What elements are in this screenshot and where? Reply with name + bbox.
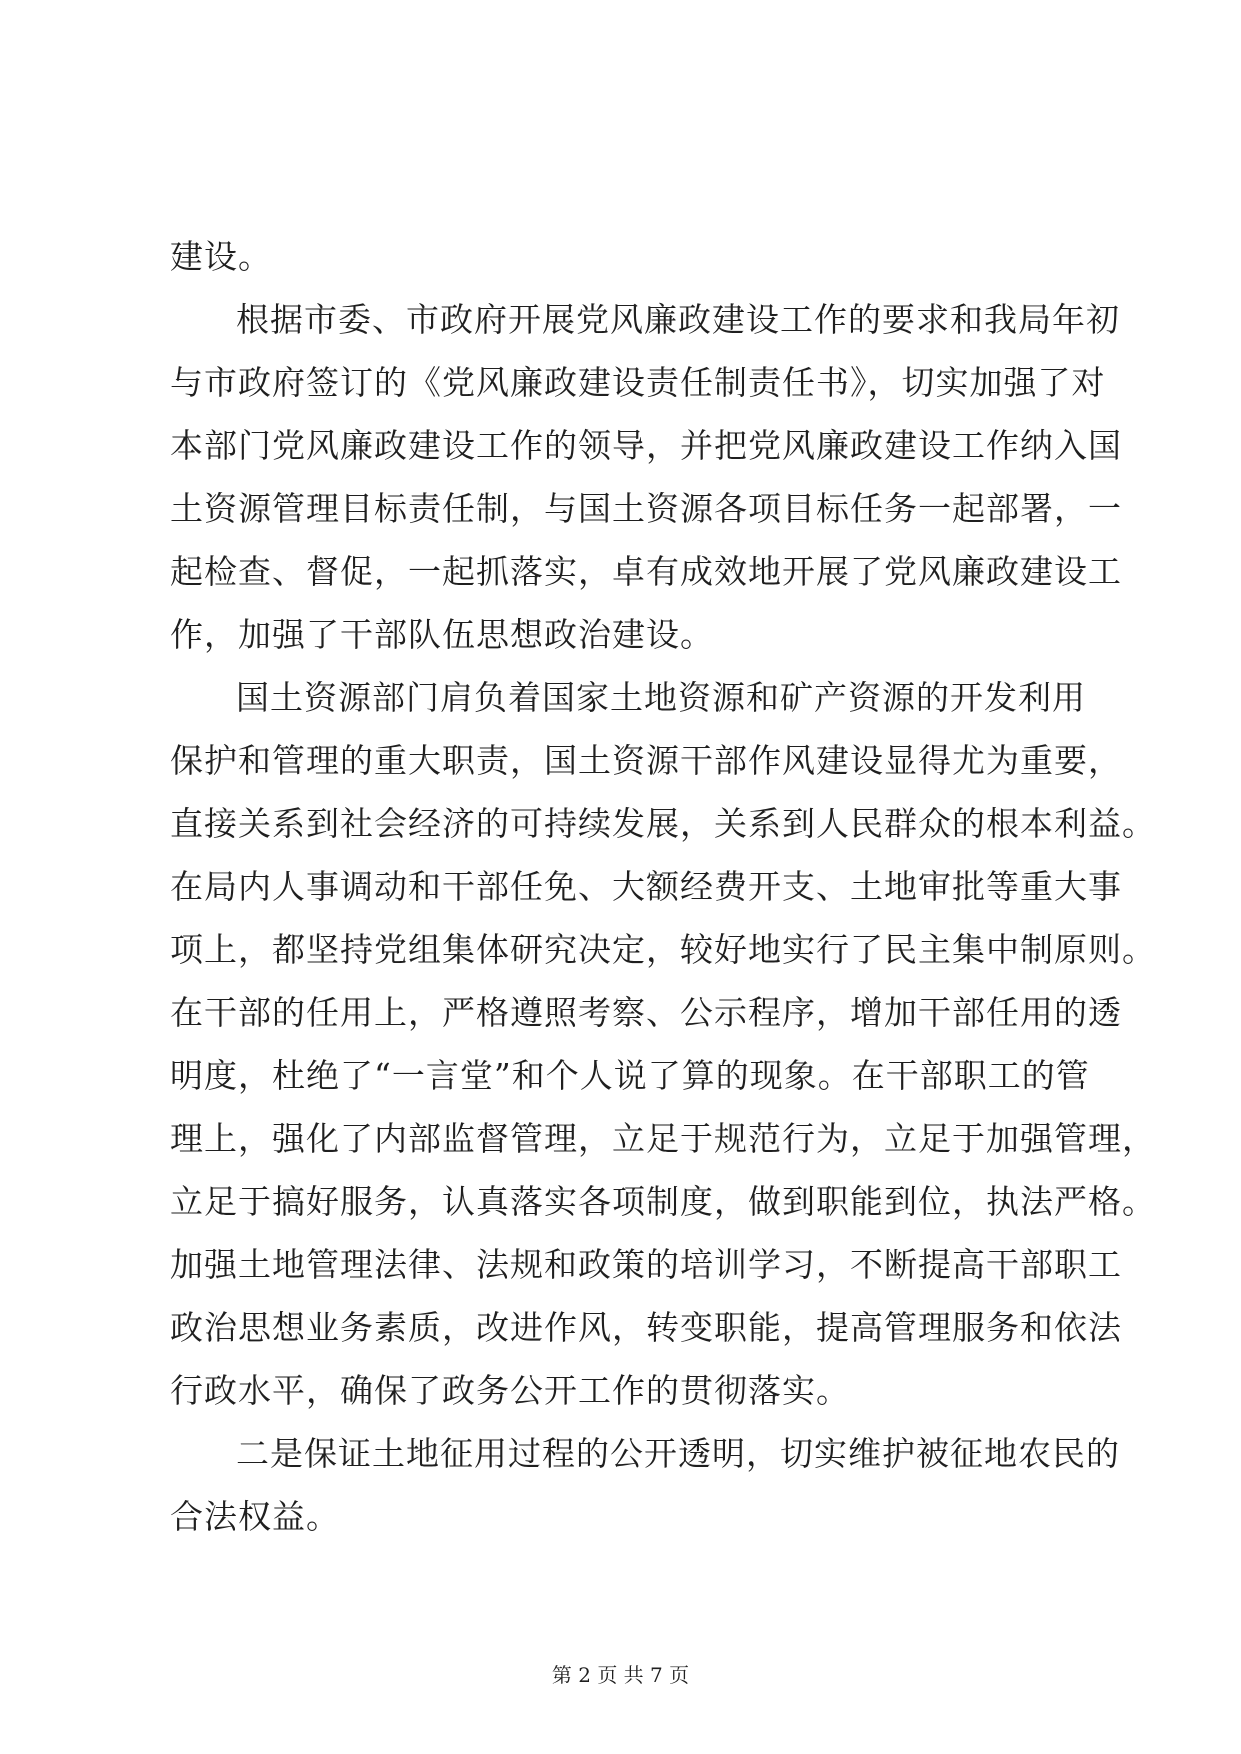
- paragraph-line: 直接关系到社会经济的可持续发展，关系到人民群众的根本利益。: [170, 804, 1156, 843]
- paragraph-line: 与市政府签订的《党风廉政建设责任制责任书》，切实加强了对: [170, 363, 1106, 402]
- paragraph-line: 起检查、督促，一起抓落实，卓有成效地开展了党风廉政建设工: [170, 552, 1122, 591]
- paragraph-line: 理上，强化了内部监督管理，立足于规范行为，立足于加强管理，: [170, 1119, 1156, 1158]
- paragraph-2: [170, 288, 1122, 666]
- paragraph-line: 本部门党风廉政建设工作的领导，并把党风廉政建设工作纳入国: [170, 426, 1122, 465]
- paragraph-1: [170, 225, 1075, 288]
- paragraph-line: 土资源管理目标责任制，与国土资源各项目标任务一起部署，一: [170, 489, 1122, 528]
- paragraph-line: 根据市委、市政府开展党风廉政建设工作的要求和我局年初: [236, 300, 1120, 339]
- paragraph-line: 在局内人事调动和干部任免、大额经费开支、土地审批等重大事: [170, 867, 1122, 906]
- paragraph-3: [170, 666, 1156, 1422]
- paragraph-line: 立足于搞好服务，认真落实各项制度，做到职能到位，执法严格。: [170, 1182, 1156, 1221]
- page-number-footer: 第 2 页 共 7 页: [551, 1663, 690, 1687]
- paragraph-line: 合法权益。: [170, 1497, 340, 1536]
- paragraph-line: 国土资源部门肩负着国家土地资源和矿产资源的开发利用: [236, 678, 1086, 717]
- paragraph-line: 保护和管理的重大职责，国土资源干部作风建设显得尤为重要，: [170, 741, 1122, 780]
- paragraph-line: 项上，都坚持党组集体研究决定，较好地实行了民主集中制原则。: [170, 930, 1156, 969]
- paragraph-line: 政治思想业务素质，改进作风，转变职能，提高管理服务和依法: [170, 1308, 1122, 1347]
- paragraph-line: 建设。: [170, 237, 272, 276]
- paragraph-line: 在干部的任用上，严格遵照考察、公示程序，增加干部任用的透: [170, 993, 1122, 1032]
- paragraph-line: 明度，杜绝了“一言堂”和个人说了算的现象。在干部职工的管: [170, 1056, 1090, 1095]
- document-body: [170, 225, 1156, 1548]
- paragraph-line: 二是保证土地征用过程的公开透明，切实维护被征地农民的: [236, 1434, 1120, 1473]
- paragraph-line: 加强土地管理法律、法规和政策的培训学习，不断提高干部职工: [170, 1245, 1122, 1284]
- paragraph-line: 行政水平，确保了政务公开工作的贯彻落实。: [170, 1371, 850, 1410]
- paragraph-line: 作，加强了干部队伍思想政治建设。: [170, 615, 714, 654]
- paragraph-4: [170, 1422, 1120, 1548]
